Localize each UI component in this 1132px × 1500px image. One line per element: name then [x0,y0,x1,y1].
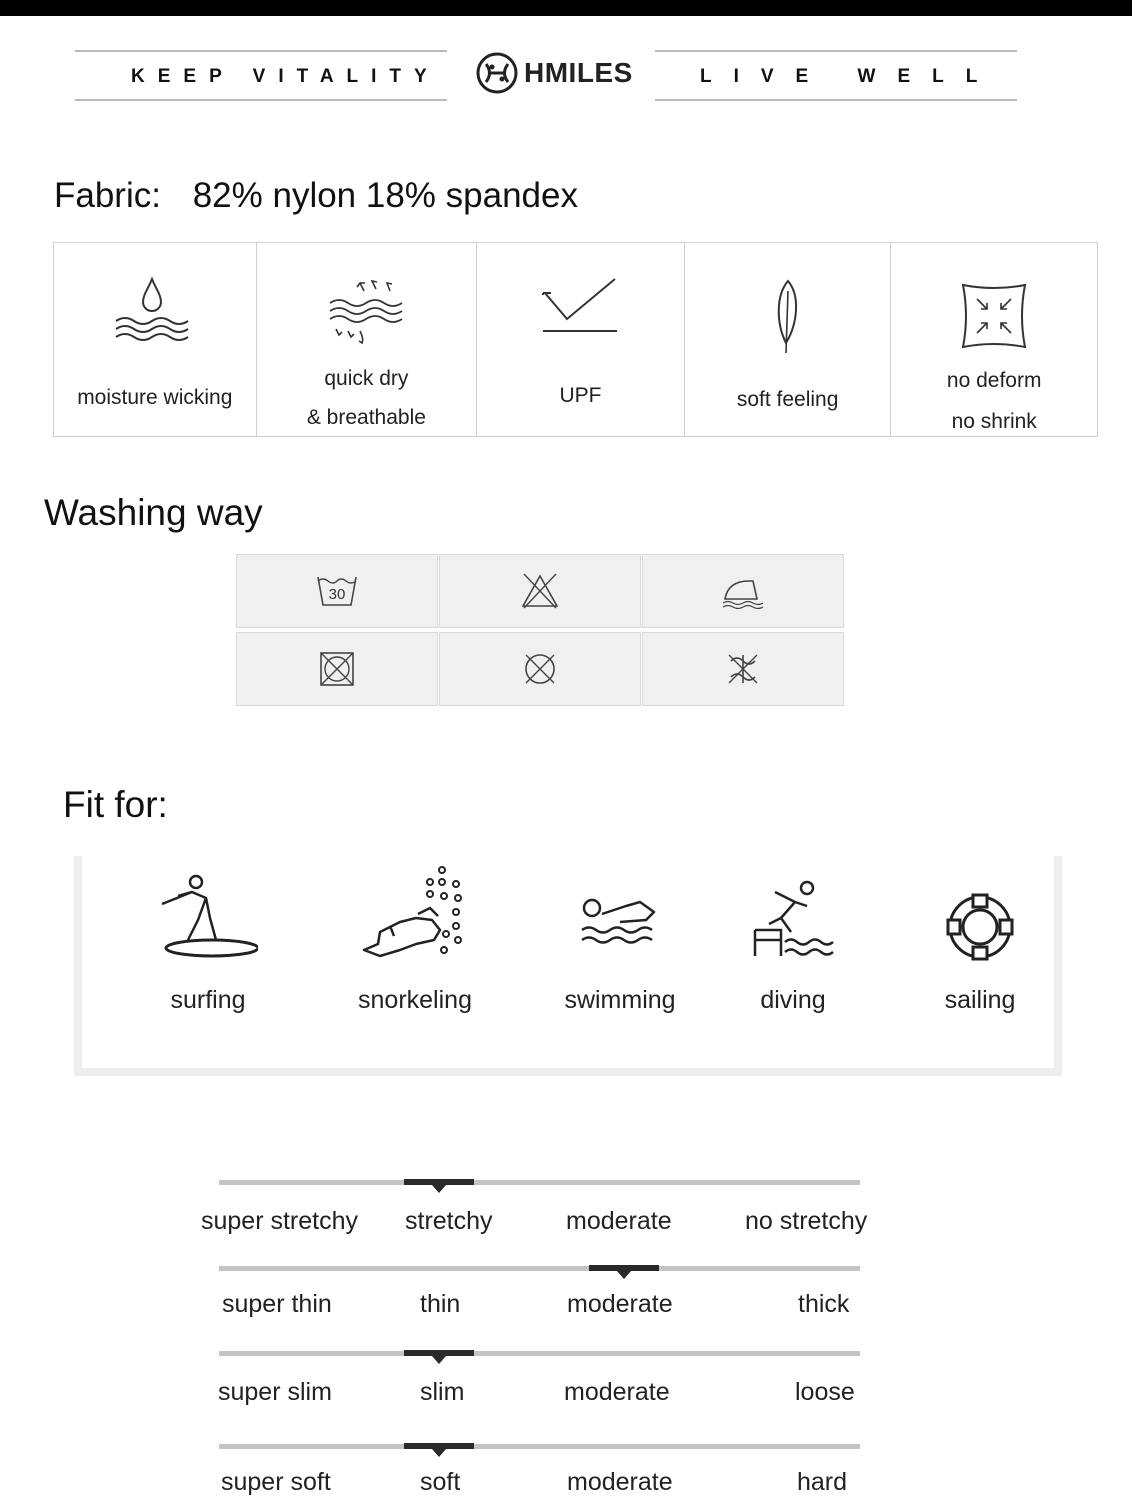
feature-label-line: UPF [559,384,602,407]
feature-upf [477,243,685,436]
fabric-composition: 82% nylon 18% spandex [192,176,578,215]
feature-label-line: no deform [946,369,1042,392]
no-dry-clean-icon [520,649,560,689]
feature-soft-feeling [685,243,892,436]
scale-bar [219,1266,860,1271]
scale-indicator [404,1350,474,1356]
quick-dry-icon [326,275,406,351]
no-wring-icon [723,649,763,689]
water-drop-icon [112,275,198,347]
scale-indicator [404,1179,474,1185]
scale-label: moderate [567,1468,673,1496]
header-rule-right-top [655,50,1017,52]
scale-indicator [589,1265,659,1271]
scale-label: thin [420,1290,461,1318]
feature-label-line: & breathable [306,406,426,429]
feature-quick-dry [257,243,478,436]
scale-label: no stretchy [745,1207,868,1235]
checkmark-icon [537,275,623,337]
feather-icon [768,277,808,357]
wash-symbol-cell [236,554,438,628]
scale-label: hard [797,1468,848,1496]
top-black-bar [0,0,1132,16]
activity-label: swimming [564,986,676,1014]
wash-symbol-cell [642,554,844,628]
scale-label: super soft [221,1468,331,1496]
wash-temperature: 30 [328,586,346,603]
no-bleach-icon [520,572,560,610]
wash-symbol-cell [236,632,438,706]
scale-label: super thin [222,1290,332,1318]
wash-30-icon [315,571,359,611]
scale-label: super stretchy [201,1207,359,1235]
scale-bar [219,1444,860,1449]
fabric-label: Fabric: [54,176,161,215]
sailing-icon [945,892,1015,962]
feature-label-line: soft feeling [736,388,839,411]
activity-label: diving [760,986,826,1014]
wash-symbol-cell [439,632,641,706]
scale-label: soft [420,1468,461,1496]
scale-indicator [404,1443,474,1449]
scale-label: slim [420,1378,465,1406]
feature-label-line: quick dry [324,367,409,390]
fabric-heading [54,176,578,216]
header-rule-right-bottom [655,99,1017,101]
no-shrink-icon [959,281,1029,351]
feature-no-deform [891,243,1097,436]
scale-bar [219,1351,860,1356]
scale-bar [219,1180,860,1185]
feature-moisture-wicking [54,243,257,436]
activity-label: surfing [170,986,246,1014]
activity-label: snorkeling [358,986,472,1014]
header-rule-left-top [75,50,447,52]
surfing-icon [158,874,258,964]
fabric-features-table [53,242,1098,437]
swimming-icon [580,894,660,954]
feature-label-line: moisture wicking [77,386,233,409]
washing-heading: Washing way [44,492,263,533]
brand-logo [476,52,633,94]
fit-heading: Fit for: [63,784,168,825]
header-rule-left-bottom [75,99,447,101]
scale-label: thick [798,1290,850,1318]
no-tumble-dry-icon [317,649,357,689]
brand-name: HMILES [524,57,633,88]
brand-mark-icon [476,52,518,94]
scale-label: super slim [218,1378,332,1406]
snorkeling-icon [360,864,470,960]
scale-label: loose [795,1378,855,1406]
feature-label-line: no shrink [951,410,1037,433]
scale-label: moderate [566,1207,672,1235]
wash-symbol-cell [642,632,844,706]
low-iron-icon [721,573,765,609]
wash-symbol-cell [439,554,641,628]
fit-activities-panel [74,856,1062,1076]
scale-label: moderate [567,1290,673,1318]
washing-symbols-grid [236,554,845,706]
scale-label: moderate [564,1378,670,1406]
activity-label: sailing [944,986,1016,1014]
scale-label: stretchy [405,1207,493,1235]
diving-icon [751,880,835,960]
left-slogan: KEEP VITALITY [131,66,440,87]
right-slogan: LIVE WELL [700,66,1000,87]
